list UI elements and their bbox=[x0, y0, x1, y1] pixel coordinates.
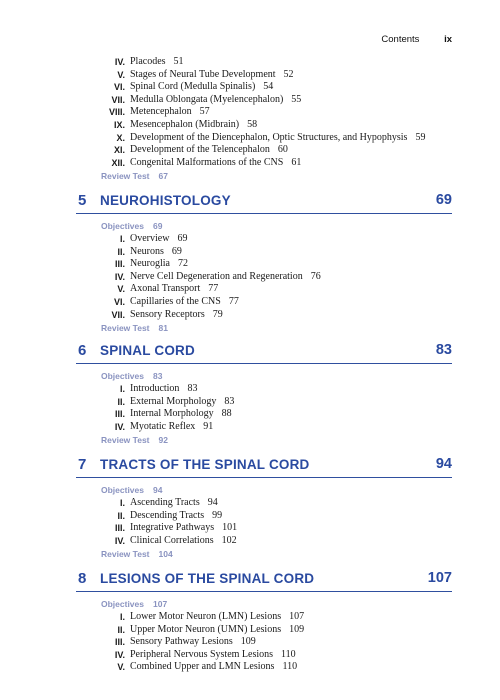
toc-entry-number: XII. bbox=[111, 157, 125, 168]
toc-entry[interactable] bbox=[0, 522, 500, 535]
toc-entry[interactable] bbox=[0, 157, 500, 170]
toc-entry-page: 55 bbox=[291, 93, 302, 105]
toc-entry-page: 110 bbox=[282, 661, 298, 673]
toc-entry-page: 99 bbox=[212, 509, 223, 521]
toc-entry-text-group bbox=[130, 144, 288, 157]
objectives-link-label: Objectives bbox=[101, 221, 144, 231]
toc-entry[interactable] bbox=[0, 510, 500, 523]
toc-entry-title: Medulla Oblongata (Myelencephalon) bbox=[130, 93, 284, 105]
toc-entry-text-group bbox=[130, 611, 304, 624]
toc-entry-text-group bbox=[130, 649, 296, 662]
toc-entry-text-group bbox=[130, 383, 197, 396]
toc-entry[interactable] bbox=[0, 106, 500, 119]
toc-entry-title: Metencephalon bbox=[130, 106, 192, 118]
review-test-link-label: Review Test bbox=[101, 435, 150, 446]
toc-entry[interactable] bbox=[0, 258, 500, 271]
toc-entry-text-group bbox=[130, 283, 218, 296]
chapter-number: 7 bbox=[78, 456, 87, 473]
chapter-5-section bbox=[0, 190, 500, 335]
toc-entry[interactable] bbox=[0, 94, 500, 107]
toc-entry[interactable] bbox=[0, 144, 500, 157]
review-test-link-label: Review Test bbox=[101, 171, 150, 182]
toc-entry-text-group bbox=[130, 246, 182, 259]
toc-entry-page: 72 bbox=[178, 258, 188, 270]
toc-entry-number: IV. bbox=[114, 271, 125, 282]
review-test-link[interactable] bbox=[0, 169, 500, 183]
toc-entry-page: 83 bbox=[224, 395, 235, 407]
toc-entry-text-group bbox=[130, 309, 223, 322]
toc-entry-number: V. bbox=[117, 69, 125, 80]
continued-chapter-entries bbox=[0, 56, 500, 183]
toc-entry-text-group bbox=[130, 497, 218, 510]
chapter-7-section bbox=[0, 454, 500, 561]
toc-entry-title: Combined Upper and LMN Lesions bbox=[130, 661, 275, 673]
chapter-number: 8 bbox=[78, 570, 87, 587]
toc-entry-number: I. bbox=[119, 234, 125, 244]
toc-entry-text-group bbox=[130, 636, 256, 649]
toc-entry-title: Axonal Transport bbox=[130, 283, 201, 295]
toc-entry-number: VII. bbox=[111, 309, 125, 320]
toc-entry[interactable] bbox=[0, 69, 500, 82]
toc-entry[interactable] bbox=[0, 624, 500, 637]
toc-entry-title: Overview bbox=[130, 233, 170, 244]
toc-entry-page: 91 bbox=[203, 420, 214, 432]
toc-entry-title: Sensory Pathway Lesions bbox=[130, 636, 233, 648]
chapter-heading[interactable] bbox=[76, 340, 452, 364]
chapter-page-number: 69 bbox=[435, 192, 452, 208]
toc-entry[interactable] bbox=[0, 535, 500, 548]
toc-entry-text-group bbox=[130, 396, 234, 409]
toc-entry-title: Internal Morphology bbox=[130, 408, 214, 420]
toc-entry-number: IV. bbox=[114, 535, 125, 546]
toc-entry-title: Stages of Neural Tube Development bbox=[130, 68, 276, 80]
toc-entry-page: 77 bbox=[208, 283, 219, 295]
review-test-link-label: Review Test bbox=[101, 549, 150, 560]
toc-entry-text-group bbox=[130, 535, 237, 548]
toc-entry[interactable] bbox=[0, 383, 500, 396]
toc-entry-text-group bbox=[130, 510, 222, 523]
toc-entry-text-group bbox=[130, 522, 237, 535]
toc-entry-number: III. bbox=[114, 523, 125, 534]
toc-entry-page: 61 bbox=[291, 156, 302, 168]
chapter-page-number: 107 bbox=[427, 570, 452, 586]
toc-entry-title: Ascending Tracts bbox=[130, 497, 200, 508]
toc-entry-page: 57 bbox=[199, 106, 210, 118]
toc-entry-number: II. bbox=[117, 510, 125, 521]
toc-entry[interactable] bbox=[0, 649, 500, 662]
toc-entry[interactable] bbox=[0, 396, 500, 409]
toc-entry-text-group bbox=[130, 119, 257, 132]
toc-entry-number: I. bbox=[119, 498, 125, 508]
toc-entry-title: Sensory Receptors bbox=[130, 308, 205, 320]
toc-entry-number: I. bbox=[119, 612, 125, 622]
toc-entry-number: IX. bbox=[113, 119, 125, 130]
toc-entry-number: VII. bbox=[111, 94, 125, 105]
toc-entry-page: 79 bbox=[212, 308, 223, 320]
running-head-title: Contents bbox=[381, 34, 420, 45]
toc-entry-text-group bbox=[130, 106, 210, 119]
objectives-link[interactable] bbox=[0, 220, 500, 233]
toc-entry-text-group bbox=[130, 408, 232, 421]
toc-entry-text-group bbox=[130, 132, 425, 145]
toc-entry-text-group bbox=[130, 421, 213, 434]
objectives-link[interactable] bbox=[0, 598, 500, 611]
chapter-title: SPINAL CORD bbox=[100, 343, 195, 358]
toc-entry-title: Integrative Pathways bbox=[130, 522, 215, 534]
toc-entry-text-group bbox=[130, 661, 297, 674]
objectives-link-page: 69 bbox=[153, 221, 163, 231]
review-test-link-page: 81 bbox=[158, 323, 168, 334]
chapter-page-number: 83 bbox=[435, 342, 452, 358]
chapter-page-number: 94 bbox=[435, 456, 452, 472]
chapter-title: NEUROHISTOLOGY bbox=[100, 193, 231, 208]
toc-entry[interactable] bbox=[0, 611, 500, 624]
toc-entry-number: III. bbox=[114, 259, 125, 270]
toc-entry-text-group bbox=[130, 94, 301, 107]
toc-entry-page: 109 bbox=[289, 623, 305, 635]
objectives-link-page: 83 bbox=[153, 371, 163, 381]
toc-entry-page: 59 bbox=[415, 131, 426, 143]
toc-entry-number: I. bbox=[119, 384, 125, 394]
toc-entry-number: IV. bbox=[114, 649, 125, 660]
toc-entry-title: Introduction bbox=[130, 383, 180, 394]
toc-entry[interactable] bbox=[0, 661, 500, 674]
toc-entry-title: Spinal Cord (Medulla Spinalis) bbox=[130, 81, 256, 93]
toc-entry-page: 51 bbox=[173, 56, 184, 67]
objectives-link-label: Objectives bbox=[101, 485, 144, 495]
objectives-link[interactable] bbox=[0, 484, 500, 497]
review-test-link[interactable] bbox=[0, 433, 500, 447]
objectives-link-label: Objectives bbox=[101, 371, 144, 381]
objectives-link-label: Objectives bbox=[101, 599, 144, 609]
toc-entry-title: Clinical Correlations bbox=[130, 534, 214, 546]
toc-entry[interactable] bbox=[0, 81, 500, 94]
toc-entry-number: V. bbox=[117, 284, 125, 295]
toc-entry-title: Congenital Malformations of the CNS bbox=[130, 156, 284, 168]
toc-entry-page: 76 bbox=[310, 270, 321, 282]
objectives-link-page: 94 bbox=[153, 485, 163, 495]
toc-entry[interactable] bbox=[0, 421, 500, 434]
toc-entry-number: VIII. bbox=[108, 107, 125, 118]
toc-entry-page: 54 bbox=[263, 81, 274, 93]
chapter-heading[interactable] bbox=[76, 454, 452, 478]
toc-entry[interactable] bbox=[0, 636, 500, 649]
toc-entry-title: Neurons bbox=[130, 245, 164, 257]
toc-entry-page: 77 bbox=[228, 295, 239, 307]
toc-entry-title: Capillaries of the CNS bbox=[130, 295, 221, 307]
chapter-8-section bbox=[0, 568, 500, 674]
toc-entry-number: II. bbox=[117, 624, 125, 635]
toc-entry-page: 107 bbox=[289, 611, 305, 622]
toc-entry-title: Placodes bbox=[130, 56, 166, 67]
toc-entry[interactable] bbox=[0, 309, 500, 322]
toc-entry-text-group bbox=[130, 624, 304, 637]
toc-entry[interactable] bbox=[0, 119, 500, 132]
toc-entry-title: Myotatic Reflex bbox=[130, 420, 196, 432]
review-test-link[interactable] bbox=[0, 321, 500, 335]
objectives-link[interactable] bbox=[0, 370, 500, 383]
review-test-link[interactable] bbox=[0, 547, 500, 561]
toc-entry-text-group bbox=[130, 56, 184, 69]
toc-entry-page: 94 bbox=[207, 497, 218, 508]
toc-entry-title: External Morphology bbox=[130, 395, 217, 407]
toc-entry-number: V. bbox=[117, 662, 125, 673]
toc-entry-title: Upper Motor Neuron (UMN) Lesions bbox=[130, 623, 282, 635]
toc-entry-page: 88 bbox=[221, 408, 232, 420]
review-test-link-label: Review Test bbox=[101, 323, 150, 334]
toc-entry-number: II. bbox=[117, 396, 125, 407]
toc-entry-number: III. bbox=[114, 409, 125, 420]
review-test-link-page: 67 bbox=[158, 171, 168, 182]
toc-entry-text-group bbox=[130, 81, 273, 94]
toc-entry-number: VI. bbox=[113, 82, 125, 93]
toc-entry-text-group bbox=[130, 157, 301, 170]
toc-entry[interactable] bbox=[0, 283, 500, 296]
toc-entry[interactable] bbox=[0, 497, 500, 510]
toc-entry-page: 110 bbox=[281, 648, 296, 660]
toc-entry[interactable] bbox=[0, 296, 500, 309]
toc-entry-text-group bbox=[130, 69, 294, 82]
toc-entry-page: 60 bbox=[277, 144, 288, 156]
review-test-link-page: 104 bbox=[158, 549, 173, 560]
toc-entry-title: Mesencephalon (Midbrain) bbox=[130, 118, 240, 130]
toc-entry-text-group bbox=[130, 271, 321, 284]
toc-entry[interactable] bbox=[0, 132, 500, 145]
toc-entry-title: Lower Motor Neuron (LMN) Lesions bbox=[130, 611, 282, 622]
running-head-page-number: ix bbox=[444, 34, 452, 45]
objectives-link-page: 107 bbox=[153, 599, 168, 609]
chapter-heading[interactable] bbox=[76, 190, 452, 214]
running-head bbox=[381, 34, 452, 45]
toc-entry-page: 69 bbox=[177, 233, 188, 244]
toc-entry-number: IV. bbox=[114, 421, 125, 432]
toc-entry-title: Descending Tracts bbox=[130, 509, 205, 521]
chapter-6-section bbox=[0, 340, 500, 447]
toc-entry-text-group bbox=[130, 258, 188, 271]
toc-entry-title: Development of the Diencephalon, Optic Structures, and Hypophysis bbox=[130, 131, 408, 143]
chapter-heading[interactable] bbox=[76, 568, 452, 592]
toc-entry[interactable] bbox=[0, 56, 500, 69]
chapter-number: 5 bbox=[78, 192, 87, 209]
chapter-title: LESIONS OF THE SPINAL CORD bbox=[100, 571, 315, 586]
toc-entry-text-group bbox=[130, 233, 187, 246]
toc-entry-title: Neuroglia bbox=[130, 258, 170, 270]
toc-entry-page: 52 bbox=[283, 68, 294, 80]
toc-entry-number: X. bbox=[116, 132, 125, 143]
toc-entry-title: Nerve Cell Degeneration and Regeneration bbox=[130, 270, 303, 282]
toc-entry-page: 109 bbox=[240, 636, 256, 648]
toc-entry-page: 69 bbox=[171, 245, 182, 257]
toc-entry-number: II. bbox=[117, 246, 125, 257]
toc-entry-title: Development of the Telencephalon bbox=[130, 144, 270, 156]
chapter-number: 6 bbox=[78, 342, 87, 359]
toc-entry-page: 102 bbox=[221, 534, 237, 546]
toc-entry[interactable] bbox=[0, 246, 500, 259]
review-test-link-page: 92 bbox=[158, 435, 168, 446]
toc-entry-number: VI. bbox=[113, 296, 125, 307]
toc-entry-number: XI. bbox=[113, 145, 125, 156]
chapter-title: TRACTS OF THE SPINAL CORD bbox=[100, 457, 310, 472]
toc-entry-page: 83 bbox=[187, 383, 198, 394]
toc-entry-page: 101 bbox=[222, 522, 238, 534]
toc-entry-title: Peripheral Nervous System Lesions bbox=[130, 648, 274, 660]
toc-entry[interactable] bbox=[0, 233, 500, 246]
toc-entry[interactable] bbox=[0, 271, 500, 284]
toc-entry-text-group bbox=[130, 296, 239, 309]
toc-entry-number: IV. bbox=[114, 57, 125, 67]
toc-entry-page: 58 bbox=[247, 118, 258, 130]
toc-entry-number: III. bbox=[114, 637, 125, 648]
toc-entry[interactable] bbox=[0, 408, 500, 421]
